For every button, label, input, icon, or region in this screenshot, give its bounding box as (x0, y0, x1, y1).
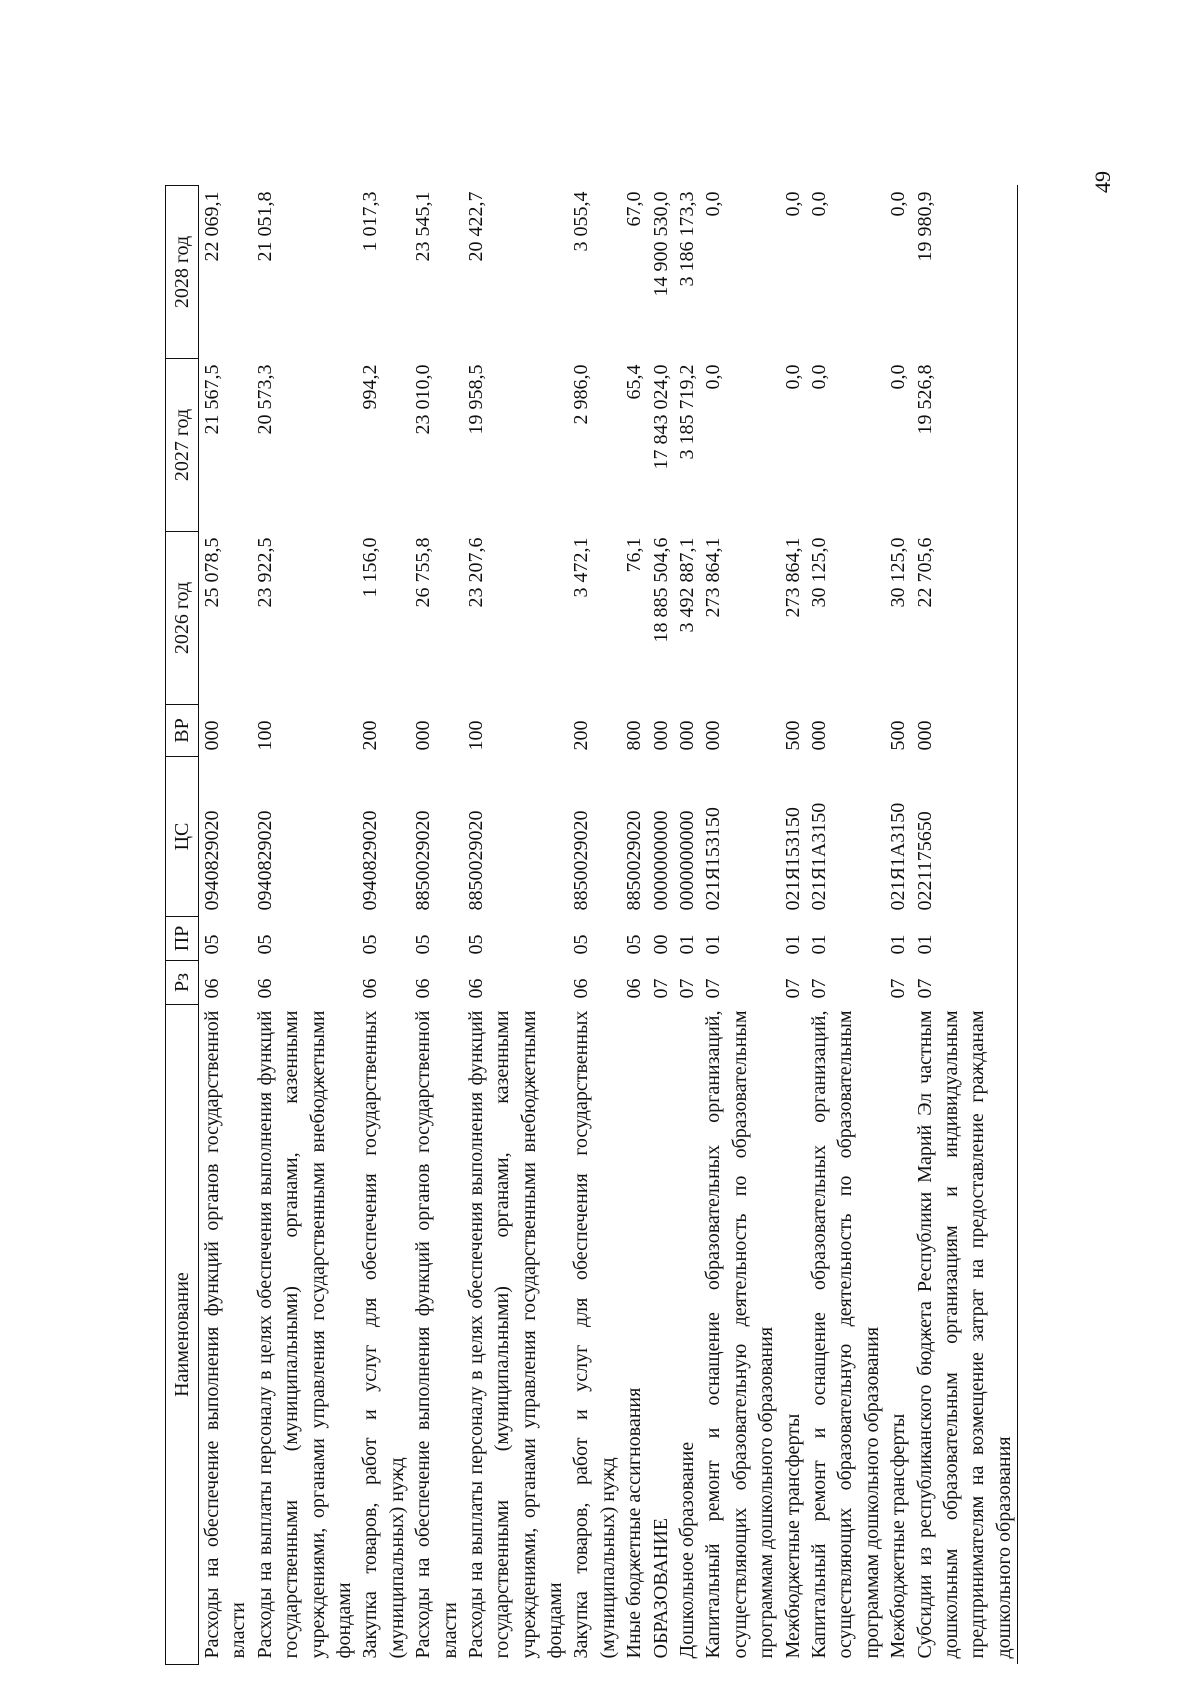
row-cs-cell: 0940829020 (201, 810, 223, 911)
row-2026-value: 25 078,5 (201, 537, 223, 608)
row-2028-value: 1 017,3 (359, 191, 382, 252)
row-cs-cell: 021Я1А3150 (807, 802, 830, 911)
row-2027-value: 2 986,0 (570, 364, 593, 425)
row-name-cell: Дошкольное образование (676, 1441, 699, 1659)
row-name-cell: Закупка товаров, работ и услуг для обеспечения государственных (муниципальных) нужд (359, 1010, 408, 1659)
row-pr-cell: 05 (201, 934, 223, 955)
table-row (674, 186, 700, 1665)
row-pr-cell: 05 (570, 934, 593, 955)
row-cs-cell: 021Я153150 (702, 807, 725, 911)
table-row (885, 186, 911, 1665)
row-cs-cell: 8850029020 (412, 810, 435, 911)
row-2027-value: 21 567,5 (201, 364, 223, 435)
row-pr-cell: 01 (781, 934, 804, 955)
table-row (463, 186, 569, 1665)
row-name-cell: Расходы на обеспечение выполнения функций органов государственной власти (201, 1010, 250, 1659)
row-cs-cell: 021Я1А3150 (887, 802, 910, 911)
row-vr-cell: 000 (912, 705, 1018, 757)
row-rz-cell: 07 (649, 978, 672, 999)
row-name-cell: Межбюджетные трансферты (781, 1413, 804, 1659)
row-name-cell: Расходы на выплаты персоналу в целях обеспечения выполнения функций государственными (муниципальными) органами, казенными учреждениями, органами управления государственными внебюджетными фондами (253, 1010, 355, 1659)
row-cs-cell: 0940829020 (253, 810, 276, 911)
table-row (780, 186, 806, 1665)
page-number: 49 (1090, 171, 1115, 193)
row-pr-cell: 01 (887, 934, 910, 955)
row-2026-value: 22 705,6 (912, 532, 1018, 705)
row-2027-value: 17 843 024,0 (649, 364, 672, 470)
table-row (648, 186, 674, 1665)
rotated-table-container (165, 185, 1200, 1665)
row-name-cell: Расходы на выплаты персоналу в целях обеспечения выполнения функций государственными (муниципальными) органами, казенными учреждениями, органами управления государственными внебюджетными фондами (464, 1010, 567, 1659)
row-rz-cell: 07 (807, 978, 830, 999)
row-cs-cell: 0940829020 (359, 810, 382, 911)
row-vr-cell: 000 (412, 720, 435, 751)
row-cs-cell: 8850029020 (464, 810, 487, 911)
header-cs: ЦС (166, 757, 199, 917)
row-cs-cell: 0000000000 (676, 810, 699, 911)
row-2027-value: 0,0 (781, 364, 804, 390)
row-pr-cell: 05 (623, 934, 646, 955)
row-2026-value: 23 207,6 (464, 537, 487, 608)
row-2026-value: 18 885 504,6 (649, 537, 672, 643)
row-2028-value: 67,0 (623, 191, 646, 227)
row-name-cell: Капитальный ремонт и оснащение образовательных организаций, осуществляющих образовательную деятельность по образовательным программам дошкольного образования (702, 1010, 778, 1659)
row-2026-value: 30 125,0 (887, 537, 910, 608)
row-rz-cell: 07 (676, 978, 699, 999)
row-2026-value: 273 864,1 (702, 537, 725, 618)
row-2028-value: 0,0 (781, 191, 804, 217)
row-rz-cell: 07 (781, 978, 804, 999)
row-2027-value: 994,2 (359, 364, 382, 410)
row-2027-value: 20 573,3 (253, 364, 276, 435)
row-2028-value: 20 422,7 (464, 191, 487, 262)
row-2028-value: 19 980,9 (912, 186, 1018, 359)
row-2027-value: 19 526,8 (912, 359, 1018, 532)
table-row (700, 186, 779, 1665)
row-vr-cell: 000 (807, 720, 830, 751)
row-pr-cell: 01 (912, 917, 1018, 961)
row-rz-cell: 06 (359, 978, 382, 999)
row-2028-value: 0,0 (702, 191, 725, 217)
row-cs-cell: 0000000000 (649, 810, 672, 911)
row-2026-value: 30 125,0 (807, 537, 830, 608)
table-row (252, 186, 358, 1665)
row-2026-value: 3 492 887,1 (676, 537, 699, 633)
row-rz-cell: 07 (912, 961, 1018, 1005)
table-row (806, 186, 885, 1665)
row-pr-cell: 00 (649, 934, 672, 955)
row-rz-cell: 06 (464, 978, 487, 999)
row-rz-cell: 06 (570, 978, 593, 999)
row-name-cell: Субсидии из республиканского бюджета Республики Марий Эл частным дошкольным образовательным организациям и индивидуальным предпринимателям на возмещение затрат на предоставление гражданам дошкольного образования (912, 1005, 1018, 1665)
table-row (199, 186, 252, 1665)
header-2027: 2027 год (166, 359, 199, 532)
row-2026-value: 76,1 (623, 537, 646, 573)
header-pr: ПР (166, 917, 199, 961)
row-vr-cell: 100 (464, 720, 487, 751)
row-2027-value: 19 958,5 (464, 364, 487, 435)
row-2028-value: 21 051,8 (253, 191, 276, 262)
row-pr-cell: 01 (676, 934, 699, 955)
row-2028-value: 23 545,1 (412, 191, 435, 262)
budget-table (165, 185, 1018, 1665)
table-row (912, 186, 1018, 1665)
row-rz-cell: 06 (201, 978, 223, 999)
row-rz-cell: 06 (412, 978, 435, 999)
row-2028-value: 3 055,4 (570, 191, 593, 252)
row-vr-cell: 200 (570, 720, 593, 751)
row-vr-cell: 200 (359, 720, 382, 751)
row-2028-value: 14 900 530,0 (649, 191, 672, 297)
row-vr-cell: 100 (253, 720, 276, 751)
row-name-cell: ОБРАЗОВАНИЕ (649, 1517, 672, 1659)
row-2026-value: 26 755,8 (412, 537, 435, 608)
row-rz-cell: 06 (623, 978, 646, 999)
row-2026-value: 1 156,0 (359, 537, 382, 598)
row-vr-cell: 800 (623, 720, 646, 751)
header-rz: Рз (166, 961, 199, 1005)
table-header-row (166, 186, 199, 1665)
row-2028-value: 0,0 (807, 191, 830, 217)
row-2028-value: 0,0 (887, 191, 910, 217)
table-row (410, 186, 463, 1665)
row-2027-value: 23 010,0 (412, 364, 435, 435)
row-cs-cell: 021Я153150 (781, 807, 804, 911)
row-2028-value: 22 069,1 (201, 191, 223, 262)
row-rz-cell: 06 (253, 978, 276, 999)
row-2027-value: 3 185 719,2 (676, 364, 699, 460)
row-2027-value: 0,0 (702, 364, 725, 390)
table-body (199, 186, 1018, 1665)
row-vr-cell: 000 (649, 720, 672, 751)
row-vr-cell: 500 (887, 720, 910, 751)
row-pr-cell: 05 (464, 934, 487, 955)
row-name-cell: Иные бюджетные ассигнования (623, 1387, 646, 1659)
row-2026-value: 23 922,5 (253, 537, 276, 608)
row-name-cell: Закупка товаров, работ и услуг для обеспечения государственных (муниципальных) нужд (570, 1010, 619, 1659)
header-name: Наименование (166, 1005, 199, 1665)
row-vr-cell: 000 (201, 720, 223, 751)
row-rz-cell: 07 (887, 978, 910, 999)
row-2027-value: 0,0 (887, 364, 910, 390)
row-2027-value: 65,4 (623, 364, 646, 400)
table-row (621, 186, 647, 1665)
row-name-cell: Межбюджетные трансферты (887, 1413, 910, 1659)
row-pr-cell: 01 (702, 934, 725, 955)
row-2026-value: 3 472,1 (570, 537, 593, 598)
header-2026: 2026 год (166, 532, 199, 705)
row-pr-cell: 05 (253, 934, 276, 955)
row-vr-cell: 500 (781, 720, 804, 751)
header-vr: ВР (166, 705, 199, 757)
row-rz-cell: 07 (702, 978, 725, 999)
row-vr-cell: 000 (702, 720, 725, 751)
row-pr-cell: 01 (807, 934, 830, 955)
row-vr-cell: 000 (676, 720, 699, 751)
row-2027-value: 0,0 (807, 364, 830, 390)
header-2028: 2028 год (166, 186, 199, 359)
row-cs-cell: 8850029020 (570, 810, 593, 911)
row-cs-cell: 0221175650 (912, 757, 1018, 917)
row-pr-cell: 05 (359, 934, 382, 955)
table-row (568, 186, 621, 1665)
row-cs-cell: 8850029020 (623, 810, 646, 911)
row-pr-cell: 05 (412, 934, 435, 955)
row-2028-value: 3 186 173,3 (676, 191, 699, 287)
row-name-cell: Капитальный ремонт и оснащение образовательных организаций, осуществляющих образовательную деятельность по образовательным программам дошкольного образования (807, 1010, 883, 1659)
table-row (357, 186, 410, 1665)
row-name-cell: Расходы на обеспечение выполнения функций органов государственной власти (412, 1010, 461, 1659)
row-2026-value: 273 864,1 (781, 537, 804, 618)
